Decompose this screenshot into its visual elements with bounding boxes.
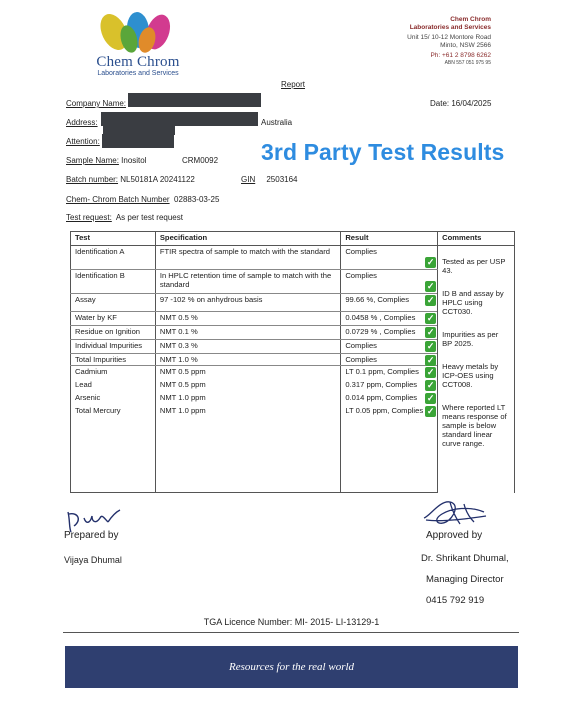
specification: NMT 0.1 % — [155, 326, 340, 340]
address-label: Address: — [66, 118, 98, 127]
batch-number-line: Batch number: NL50181A 20241122 — [66, 175, 195, 184]
lab-address-block — [371, 16, 491, 68]
result-value: 0.014 ppm, Complies — [345, 392, 418, 402]
header-specification: Specification — [155, 232, 340, 246]
chemchrom-batch-line: Chem- Chrom Batch Number 02883-03-25 — [66, 195, 220, 204]
header-test: Test — [71, 232, 156, 246]
test-name: Water by KF — [71, 312, 156, 326]
approved-by-phone: 0415 792 919 — [426, 595, 485, 606]
test-name: Identification B — [71, 270, 156, 294]
company-name-label: Company Name: — [66, 99, 127, 108]
table-row — [71, 246, 515, 270]
comment-item: Impurities as per BP 2025. — [442, 330, 499, 348]
specification: In HPLC retention time of sample to match with the standard — [155, 270, 340, 294]
result-value: Complies — [345, 341, 377, 350]
address-abn: ABN 557 051 975 95 — [444, 59, 491, 66]
test-name: Total Impurities — [71, 354, 156, 366]
address-company-name: Chem Chrom — [450, 16, 491, 23]
check-icon: ✓ — [426, 367, 435, 377]
result-cell — [341, 366, 438, 379]
test-request-line: Test request: As per test request — [66, 213, 183, 222]
address-city: Minto, NSW 2566 — [440, 41, 491, 49]
result-cell — [341, 354, 438, 366]
third-party-results-banner: 3rd Party Test Results — [261, 139, 505, 165]
specification: NMT 0.5 ppm — [155, 379, 340, 392]
test-name: Residue on Ignition — [71, 326, 156, 340]
header-result: Result — [341, 232, 438, 246]
specification: NMT 0.3 % — [155, 340, 340, 354]
comment-item: Where reported LT means response of sample is below standard linear curve range. — [442, 403, 507, 448]
result-cell — [341, 312, 438, 326]
prepared-by-name: Vijaya Dhumal — [64, 555, 122, 565]
gin-line: GIN 2503164 — [241, 175, 298, 184]
test-name: Individual Impurities — [71, 340, 156, 354]
specification: 97 -102 % on anhydrous basis — [155, 294, 340, 312]
address-street: Unit 15/ 10-12 Montore Road — [407, 34, 491, 42]
test-name: Identification A — [71, 246, 156, 270]
redaction-bar — [102, 134, 174, 148]
chem-chrom-logo — [92, 10, 182, 58]
result-cell — [341, 246, 438, 270]
sample-code: CRM0092 — [182, 156, 219, 165]
footer-divider — [63, 632, 519, 633]
test-name: Lead — [71, 379, 156, 392]
check-icon: ✓ — [426, 313, 435, 323]
results-table — [70, 231, 515, 493]
footer-banner — [65, 646, 518, 688]
specification: NMT 1.0 ppm — [155, 392, 340, 405]
report-date: Date: 16/04/2025 — [430, 99, 492, 108]
brand-block — [78, 54, 198, 77]
check-icon: ✓ — [426, 405, 435, 416]
check-icon: ✓ — [426, 281, 435, 291]
specification: FTIR spectra of sample to match with the standard — [155, 246, 340, 270]
comment-item: ID B and assay by HPLC using CCT030. — [442, 289, 504, 316]
approved-by-signature — [420, 494, 490, 530]
check-icon: ✓ — [426, 327, 435, 337]
address-phone: Ph: +61 2 8798 6262 — [430, 52, 491, 60]
table-header-row — [71, 232, 515, 246]
result-cell — [341, 270, 438, 294]
redaction-bar — [101, 112, 258, 126]
comments-cell — [438, 246, 515, 493]
attention-label: Attention: — [66, 137, 100, 146]
check-icon: ✓ — [426, 379, 435, 390]
comment-item: Tested as per USP 43. — [442, 257, 506, 275]
result-value: Complies — [345, 355, 377, 364]
address-country: Australia — [261, 118, 293, 127]
tga-licence: TGA Licence Number: MI- 2015- LI-13129-1 — [203, 617, 380, 627]
report-title: Report — [281, 80, 306, 89]
result-cell — [341, 294, 438, 312]
sample-name-line: Sample Name: Inositol — [66, 156, 147, 165]
result-value: 0.0729 % , Complies — [345, 327, 416, 336]
check-icon: ✓ — [426, 341, 435, 351]
test-name: Cadmium — [71, 366, 156, 379]
specification: NMT 0.5 % — [155, 312, 340, 326]
redaction-bar — [128, 93, 261, 107]
result-cell — [341, 379, 438, 392]
specification: NMT 1.0 ppm — [155, 405, 340, 493]
result-value: LT 0.1 ppm, Complies — [345, 367, 419, 376]
approved-by-name: Dr. Shrikant Dhumal, — [421, 553, 509, 564]
specification: NMT 0.5 ppm — [155, 366, 340, 379]
result-value: Complies — [345, 271, 377, 280]
approved-by-label: Approved by — [426, 530, 483, 541]
approved-by-title: Managing Director — [426, 574, 504, 585]
result-value: LT 0.05 ppm, Complies — [345, 405, 424, 415]
address-company-tagline: Laboratories and Services — [409, 23, 491, 31]
comment-item: Heavy metals by ICP-OES using CCT008. — [442, 362, 499, 389]
result-cell — [341, 326, 438, 340]
footer-slogan: Resources for the real world — [228, 661, 355, 673]
check-icon: ✓ — [426, 355, 435, 365]
result-value: 99.66 %, Complies — [345, 295, 410, 304]
result-value: 0.0458 % , Complies — [345, 313, 416, 322]
result-cell — [341, 340, 438, 354]
result-cell — [341, 405, 438, 493]
specification: NMT 1.0 % — [155, 354, 340, 366]
prepared-by-label: Prepared by — [64, 530, 119, 541]
check-icon: ✓ — [426, 257, 435, 267]
check-icon: ✓ — [426, 392, 435, 403]
header-comments: Comments — [438, 232, 515, 246]
brand-name: Chem Chrom — [96, 54, 180, 70]
test-name: Arsenic — [71, 392, 156, 405]
result-value: Complies — [345, 247, 377, 256]
result-value: 0.317 ppm, Complies — [345, 379, 418, 389]
brand-tagline: Laboratories and Services — [97, 70, 179, 77]
test-name: Assay — [71, 294, 156, 312]
result-cell — [341, 392, 438, 405]
check-icon: ✓ — [426, 295, 435, 305]
test-name: Total Mercury — [71, 405, 156, 493]
